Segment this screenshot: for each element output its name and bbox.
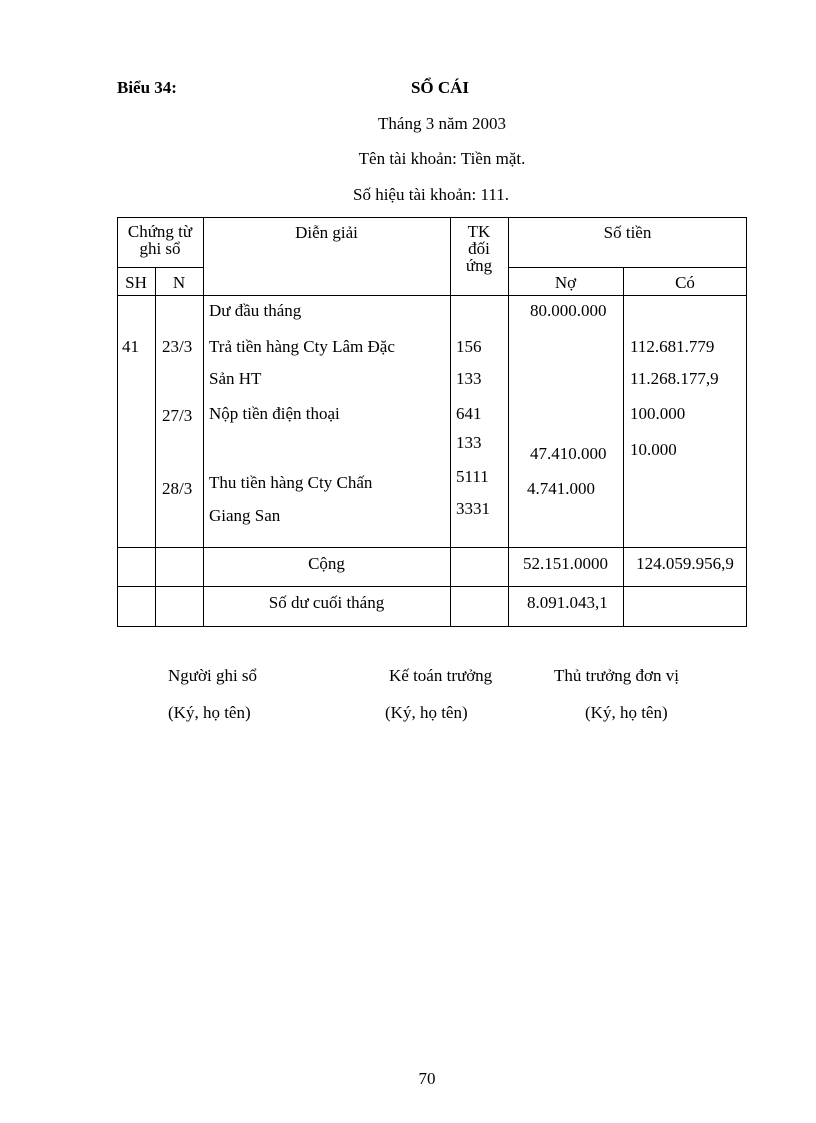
row-credit: 100.000	[630, 404, 686, 423]
signature-role-unit-head: Thủ trưởng đơn vị	[554, 666, 679, 685]
header-debit: Nợ	[554, 273, 577, 292]
row-debit: 80.000.000	[530, 301, 607, 320]
signature-note-recorder: (Ký, họ tên)	[168, 703, 251, 722]
row-description: Thu tiền hàng Cty Chấn	[209, 473, 373, 492]
row-tk: 133	[456, 369, 482, 388]
row-date: 28/3	[162, 479, 193, 498]
header-description: Diễn giải	[295, 223, 358, 242]
row-tk: 133	[456, 433, 482, 452]
row-description: Giang San	[209, 506, 281, 525]
row-credit: 10.000	[630, 440, 677, 459]
form-label: Biểu 34:	[117, 78, 177, 97]
total-debit: 52.151.0000	[523, 554, 608, 573]
header-amount: Số tiền	[603, 223, 652, 242]
account-number: Số hiệu tài khoản: 111.	[353, 185, 509, 204]
row-debit: 47.410.000	[530, 444, 607, 463]
header-sh: SH	[125, 273, 147, 292]
closing-debit: 8.091.043,1	[527, 593, 608, 612]
row-description: Nộp tiền điện thoại	[209, 404, 340, 423]
header-voucher: Chứng từ ghi sổ	[127, 222, 193, 258]
header-tk: TK đối ứng	[465, 222, 493, 275]
row-credit: 112.681.779	[630, 337, 715, 356]
signature-note-unit-head: (Ký, họ tên)	[585, 703, 668, 722]
row-description: Dư đầu tháng	[209, 301, 302, 320]
row-credit: 11.268.177,9	[630, 369, 719, 388]
row-description: Trả tiền hàng Cty Lâm Đặc	[209, 337, 395, 356]
row-description: Sản HT	[209, 369, 262, 388]
signature-role-chief-accountant: Kế toán trưởng	[389, 666, 493, 685]
account-name: Tên tài khoản: Tiền mặt.	[358, 149, 526, 168]
page-title: SỔ CÁI	[410, 78, 470, 97]
page-number: 70	[418, 1069, 436, 1088]
ledger-table	[117, 217, 747, 627]
signature-note-chief-accountant: (Ký, họ tên)	[385, 703, 468, 722]
row-sh: 41	[122, 337, 139, 356]
header-n: N	[172, 273, 186, 292]
row-tk: 641	[456, 404, 482, 423]
header-credit: Có	[675, 273, 695, 292]
row-tk: 156	[456, 337, 482, 356]
row-date: 23/3	[162, 337, 193, 356]
signature-role-recorder: Người ghi sổ	[168, 666, 258, 685]
row-debit: 4.741.000	[527, 479, 595, 498]
period: Tháng 3 năm 2003	[378, 114, 506, 133]
row-tk: 5111	[456, 467, 489, 486]
total-credit: 124.059.956,9	[636, 554, 734, 573]
row-tk: 3331	[456, 499, 490, 518]
total-label: Cộng	[308, 554, 345, 573]
row-date: 27/3	[162, 406, 193, 425]
closing-label: Số dư cuối tháng	[268, 593, 385, 612]
